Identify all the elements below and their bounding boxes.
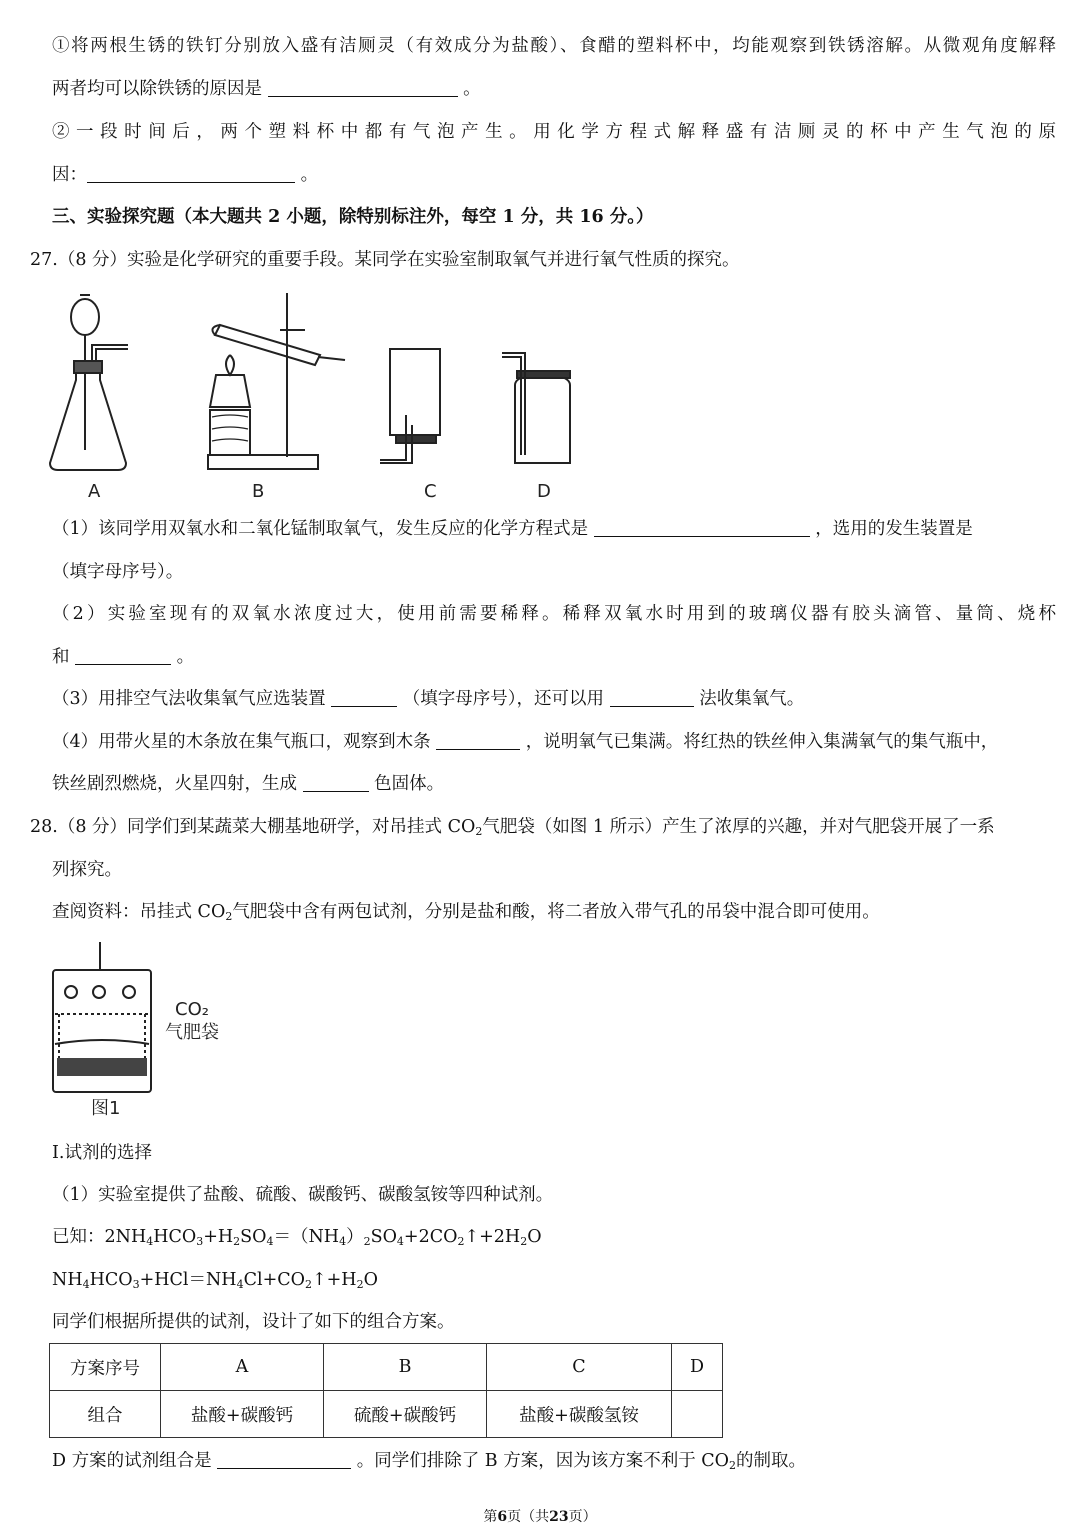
q26-part1-line1: ①将两根生锈的铁钉分别放入盛有洁厕灵（有效成分为盐酸）、食醋的塑料杯中，均能观察到铁锈溶解。从微观角度解释 [52, 36, 1056, 56]
q27-sub4-line1: （4）用带火星的木条放在集气瓶口，观察到木条 ，说明氧气已集满。将红热的铁丝伸入集满氧气的集气瓶中， [52, 732, 999, 752]
answer-blank[interactable] [436, 733, 520, 750]
q27-stem: 27.（8 分）实验是化学研究的重要手段。某同学在实验室制取氧气并进行氧气性质的探究。 [30, 250, 740, 270]
table-cell: C [487, 1344, 672, 1391]
answer-blank[interactable] [331, 690, 397, 707]
answer-blank[interactable] [75, 648, 171, 665]
table-header-row [50, 1344, 723, 1391]
q26-part2-line2: 因： 。 [52, 165, 319, 185]
q28-info: 查阅资料：吊挂式 $CO_2$气肥袋中含有两包试剂，分别是盐和酸，将二者放入带气孔的吊袋中混合即可使用。 [52, 902, 880, 923]
q27-sub1-line2: （填字母序号）。 [52, 562, 184, 582]
lab-apparatus-figure [40, 285, 580, 505]
apparatus-label-d: D [537, 481, 551, 502]
answer-blank[interactable] [594, 520, 810, 537]
table-cell: 硫酸+碳酸钙 [324, 1391, 487, 1438]
answer-blank[interactable] [610, 690, 694, 707]
table-cell-blank[interactable] [672, 1391, 723, 1438]
q28-stem-line2: 列探究。 [52, 860, 122, 880]
apparatus-label-a: A [88, 481, 101, 502]
table-cell: A [161, 1344, 324, 1391]
q27-sub4-line2: 铁丝剧烈燃烧，火星四射，生成 色固体。 [52, 774, 445, 794]
table-cell: B [324, 1344, 487, 1391]
q26-part1-line2: 两者均可以除铁锈的原因是 。 [52, 79, 481, 99]
apparatus-label-b: B [252, 481, 265, 502]
table-cell: 盐酸+碳酸钙 [161, 1391, 324, 1438]
apparatus-b-heating [208, 293, 345, 469]
q27-sub1-line1: （1）该同学用双氧水和二氧化锰制取氧气，发生反应的化学方程式是 ，选用的发生装置是 [52, 519, 973, 539]
table-cell: 盐酸+碳酸氢铵 [487, 1391, 672, 1438]
q27-sub2-line2: 和 。 [52, 647, 195, 667]
q28-design: 同学们根据所提供的试剂，设计了如下的组合方案。 [52, 1312, 455, 1332]
page-footer: 第6页（共23页） [483, 1509, 597, 1525]
apparatus-a-flask [50, 295, 128, 470]
figure-caption: 图1 [91, 1098, 121, 1119]
plan-table [49, 1343, 723, 1438]
answer-blank[interactable] [268, 80, 458, 97]
section-3-title: 三、实验探究题（本大题共 2 小题，除特别标注外，每空 1 分，共 16 分。） [52, 207, 654, 227]
apparatus-d-bottle [502, 353, 570, 463]
table-cell: 组合 [50, 1391, 161, 1438]
table-cell: 方案序号 [50, 1344, 161, 1391]
co2-bag-figure [45, 940, 245, 1125]
q27-sub2-line1: （2）实验室现有的双氧水浓度过大，使用前需要稀释。稀释双氧水时用到的玻璃仪器有胶头滴管、量筒、烧杯 [52, 604, 1056, 624]
q26-part2-line1: ② 一 段 时 间 后 ， 两 个 塑 料 杯 中 都 有 气 泡 产 生 。 用 化 学 方 程 式 解 释 盛 有 洁 厕 灵 的 杯 中 产 生 气 泡 的 原 [52, 122, 1056, 142]
bag-label: 气肥袋 [165, 1022, 219, 1043]
table-row [50, 1391, 723, 1438]
answer-blank[interactable] [303, 775, 369, 792]
co2-label: CO₂ [175, 999, 209, 1020]
equation-2: $NH_4HCO_3+HCl=NH_4Cl+CO_2↑+H_2O$ [52, 1270, 378, 1291]
q28-last-line: D 方案的试剂组合是 。同学们排除了 B 方案，因为该方案不利于 $CO_2$的制取。 [52, 1451, 807, 1472]
part1-heading: Ⅰ.试剂的选择 [52, 1143, 152, 1163]
q28-sub1: （1）实验室提供了盐酸、硫酸、碳酸钙、碳酸氢铵等四种试剂。 [52, 1185, 554, 1205]
q27-sub3: （3）用排空气法收集氧气应选装置 （填字母序号），还可以用 法收集氧气。 [52, 689, 805, 709]
apparatus-label-c: C [424, 481, 437, 502]
q28-stem-line1: 28.（8 分）同学们到某蔬菜大棚基地研学，对吊挂式 $CO_2$气肥袋（如图 1 所示）产生了浓厚的兴趣，并对气肥袋开展了一系 [30, 817, 995, 838]
answer-blank[interactable] [217, 1452, 351, 1469]
table-cell: D [672, 1344, 723, 1391]
equation-1: 已知：$2NH_4HCO_3+H_2SO_4=(NH_4)_2SO_4+2CO_2↑+2H_2O$ [52, 1227, 542, 1248]
answer-blank[interactable] [87, 166, 295, 183]
apparatus-c-bottle [380, 349, 440, 463]
